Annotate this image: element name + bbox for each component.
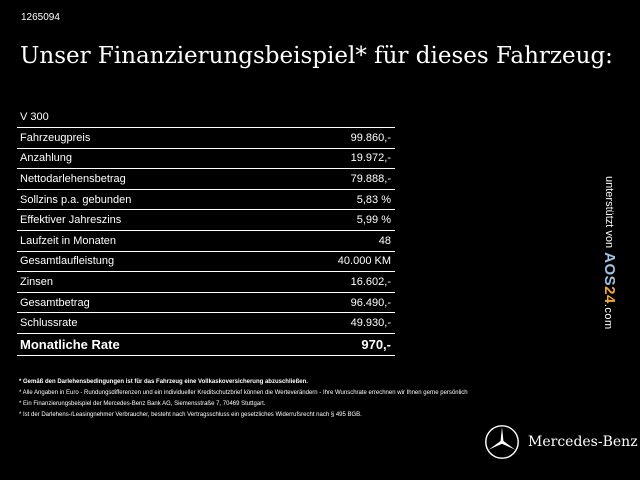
row-label: Nettodarlehensbetrag xyxy=(20,172,126,185)
financing-table xyxy=(17,107,395,356)
footnote: * Ist der Darlehens-/Leasingnehmer Verbraucher, besteht nach Vertragsschluss ein gesetzliches Widerrufsrecht nach § 495 BGB. xyxy=(19,412,362,418)
table-row-monatliche-rate xyxy=(17,334,395,356)
row-value: 48 xyxy=(378,234,391,247)
row-value: 16.602,- xyxy=(350,275,391,288)
table-row-sollzins xyxy=(17,190,395,211)
row-label: Anzahlung xyxy=(20,152,72,165)
footnote: * Ein Finanzierungsbeispiel der Mercedes-Benz Bank AG, Siemensstraße 7, 70469 Stuttgart. xyxy=(19,401,266,407)
row-label: Laufzeit in Monaten xyxy=(20,234,117,247)
table-row-nettodarlehensbetrag xyxy=(17,169,395,190)
row-label: Schlussrate xyxy=(20,317,78,330)
row-label: Gesamtlaufleistung xyxy=(20,255,115,268)
listing-id: 1265094 xyxy=(21,12,60,23)
row-value: 5,99 % xyxy=(356,214,391,227)
page-title: Unser Finanzierungsbeispiel* für dieses Fahrzeug: xyxy=(20,43,613,69)
brand-name: Mercedes-Benz xyxy=(528,434,638,450)
table-row-schlussrate xyxy=(17,313,395,334)
table-row-gesamtbetrag xyxy=(17,293,395,314)
total-label: Monatliche Rate xyxy=(20,336,120,352)
footnote: * Alle Angaben in Euro - Rundungsdifferenzen und ein individueller Kreditschutzbrief können die Werteverändern - Ihre Wunschrate errechnen wir Ihnen gerne persönlich xyxy=(19,390,468,396)
model-name: V 300 xyxy=(17,107,395,128)
table-row-laufzeit xyxy=(17,231,395,252)
table-row-effektiver-jahreszins xyxy=(17,210,395,231)
row-label: Effektiver Jahreszins xyxy=(20,214,122,227)
row-label: Fahrzeugpreis xyxy=(20,131,91,144)
mercedes-star-icon xyxy=(484,424,520,460)
row-value: 99.860,- xyxy=(350,131,391,144)
row-value: 96.490,- xyxy=(350,296,391,309)
row-label: Gesamtbetrag xyxy=(20,296,90,309)
footnotes xyxy=(19,377,619,421)
row-label: Zinsen xyxy=(20,275,54,288)
sponsor-banner xyxy=(601,176,632,352)
table-row-zinsen xyxy=(17,272,395,293)
row-label: Sollzins p.a. gebunden xyxy=(20,193,132,206)
row-value: 40.000 KM xyxy=(337,255,391,268)
mercedes-benz-brand xyxy=(484,424,638,460)
footnote: * Gemäß den Darlehensbedingungen ist für das Fahrzeug eine Vollkaskoversicherung abzuschließen. xyxy=(19,379,308,385)
sponsor-text: unterstützt von xyxy=(603,176,616,249)
table-row-anzahlung xyxy=(17,149,395,170)
row-value: 19.972,- xyxy=(350,152,391,165)
aos24-logo: AOS24.com xyxy=(601,252,618,330)
total-value: 970,- xyxy=(361,336,391,352)
row-value: 49.930,- xyxy=(350,317,391,330)
table-row-gesamtlaufleistung xyxy=(17,252,395,273)
row-value: 5,83 % xyxy=(356,193,391,206)
table-row-fahrzeugpreis xyxy=(17,128,395,149)
row-value: 79.888,- xyxy=(350,172,391,185)
